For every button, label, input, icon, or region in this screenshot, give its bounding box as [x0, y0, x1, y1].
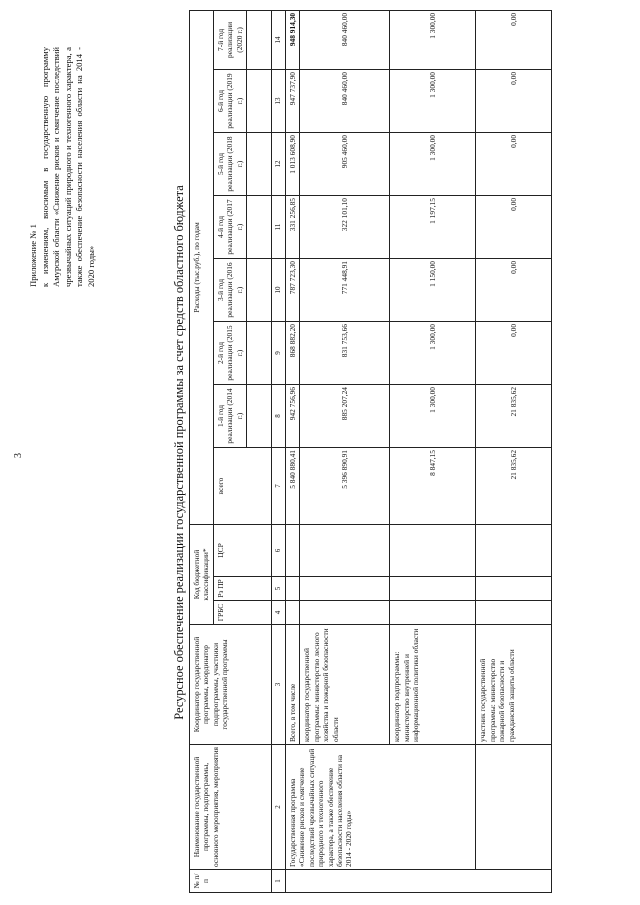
- grbs-cell: [390, 601, 476, 625]
- value-2020: 948 914,30: [286, 10, 300, 69]
- value-2018: 905 460,00: [300, 132, 390, 195]
- value-2014: 885 207,24: [300, 384, 390, 447]
- header-year-2: 2-й год реализации (2015 г.): [213, 321, 246, 384]
- value-2018: 1 300,00: [390, 132, 476, 195]
- grbs-cell: [300, 601, 390, 625]
- column-number: 12: [272, 132, 286, 195]
- program-name: Государственная программа «Снижение рисков и смягчение последствий чрезвычайных ситуаций природного и техногенного характера, а также обеспечение безопасности населения области на 2014 - 2020 годы»: [286, 745, 476, 870]
- header-year-4: 4-й год реализации (2017 г.): [213, 195, 246, 258]
- header-total: всего: [213, 447, 271, 524]
- grbs-cell: [286, 601, 300, 625]
- column-number: 10: [272, 258, 286, 321]
- value-2020: 1 300,00: [390, 10, 476, 69]
- page-number: 3: [13, 453, 24, 458]
- header-spacer: [247, 321, 272, 384]
- column-number-row: [272, 10, 286, 892]
- rzpr-cell: [476, 577, 552, 601]
- value-2014: 942 756,96: [286, 384, 300, 447]
- appendix-heading: Приложение № 1: [28, 224, 38, 287]
- value-2015: 868 882,20: [286, 321, 300, 384]
- header-year-5: 5-й год реализации (2018 г.): [213, 132, 246, 195]
- appendix-text: к изменениям, вносимым в государственную программу Амурской области «Снижение рисков и смягчение последствий чрезвычайных ситуаций природного и техногенного характера, а также обеспечение безопасности населения области на 2014 - 2020 годы»: [39, 47, 96, 287]
- row-number: [286, 870, 552, 893]
- value-2020: 0,00: [476, 10, 552, 69]
- value-2017: 0,00: [476, 195, 552, 258]
- value-2016: 771 448,91: [300, 258, 390, 321]
- value-2018: 1 013 608,90: [286, 132, 300, 195]
- value-2017: 322 101,10: [300, 195, 390, 258]
- header-spacer: [247, 10, 272, 69]
- resource-table: [189, 10, 552, 893]
- header-spacer: [247, 258, 272, 321]
- name-cell-empty: [476, 745, 552, 870]
- value-total: 5 396 890,91: [300, 447, 390, 524]
- header-name: Наименование государственной программы, подпрограммы, основного мероприятия, мероприятия: [190, 745, 272, 870]
- value-2015: 831 753,66: [300, 321, 390, 384]
- csr-cell: [300, 524, 390, 576]
- value-2018: 0,00: [476, 132, 552, 195]
- column-number: 4: [272, 601, 286, 625]
- header-budget-code: Код бюджетной классификации*: [190, 524, 214, 624]
- value-2019: 1 300,00: [390, 69, 476, 132]
- header-year-7: 7-й год реализации (2020 г.): [213, 10, 246, 69]
- header-coordinator: Координатор государственной программы, координатор подпрограммы, участники государственной программы: [190, 625, 272, 745]
- column-number: 9: [272, 321, 286, 384]
- column-number: 3: [272, 625, 286, 745]
- value-2019: 840 460,00: [300, 69, 390, 132]
- coordinator-cell: координатор подпрограммы: министерство внутренней и информационной политики области: [390, 625, 476, 745]
- rzpr-cell: [300, 577, 390, 601]
- csr-cell: [286, 524, 300, 576]
- value-2014: 1 300,00: [390, 384, 476, 447]
- header-spacer: [247, 69, 272, 132]
- value-total: 21 835,62: [476, 447, 552, 524]
- value-2015: 1 300,00: [390, 321, 476, 384]
- csr-cell: [390, 524, 476, 576]
- grbs-cell: [476, 601, 552, 625]
- header-year-6: 6-й год реализации (2019 г.): [213, 69, 246, 132]
- header-row-1: [190, 10, 214, 892]
- value-2015: 0,00: [476, 321, 552, 384]
- header-csr: ЦСР: [213, 524, 271, 576]
- value-total: 8 847,15: [390, 447, 476, 524]
- value-2016: 1 150,00: [390, 258, 476, 321]
- table-row: [286, 10, 300, 892]
- column-number: 6: [272, 524, 286, 576]
- value-total: 5 840 880,41: [286, 447, 300, 524]
- header-spacer: [247, 195, 272, 258]
- header-rzpr: Рз ПР: [213, 577, 271, 601]
- value-2019: 0,00: [476, 69, 552, 132]
- value-2019: 947 737,90: [286, 69, 300, 132]
- column-number: 13: [272, 69, 286, 132]
- value-2017: 1 197,15: [390, 195, 476, 258]
- value-2014: 21 835,62: [476, 384, 552, 447]
- header-num: № п/п: [190, 870, 272, 893]
- value-2020: 840 460,00: [300, 10, 390, 69]
- appendix-note: [28, 47, 98, 287]
- csr-cell: [476, 524, 552, 576]
- header-grbs: ГРБС: [213, 601, 271, 625]
- column-number: 2: [272, 745, 286, 870]
- rzpr-cell: [286, 577, 300, 601]
- coordinator-cell: Всего, в том числе: [286, 625, 300, 745]
- value-2016: 787 723,30: [286, 258, 300, 321]
- header-spacer: [247, 384, 272, 447]
- column-number: 5: [272, 577, 286, 601]
- column-number: 8: [272, 384, 286, 447]
- value-2017: 331 256,85: [286, 195, 300, 258]
- value-2016: 0,00: [476, 258, 552, 321]
- header-year-1: 1-й год реализации (2014 г.): [213, 384, 246, 447]
- document-title: Ресурсное обеспечение реализации государственной программы за счет средств областного бюджета: [172, 185, 186, 720]
- header-expenses: Расходы (тыс.руб.), по годам: [190, 10, 214, 524]
- column-number: 1: [272, 870, 286, 893]
- column-number: 7: [272, 447, 286, 524]
- rzpr-cell: [390, 577, 476, 601]
- coordinator-cell: координатор государственной программы: министерство лесного хозяйства и пожарной безопасности области: [300, 625, 390, 745]
- table-row: [476, 10, 552, 892]
- coordinator-cell: участник государственной программы: министерство пожарной безопасности и гражданской защиты области: [476, 625, 552, 745]
- header-spacer: [247, 132, 272, 195]
- header-year-3: 3-й год реализации (2016 г.): [213, 258, 246, 321]
- column-number: 11: [272, 195, 286, 258]
- column-number: 14: [272, 10, 286, 69]
